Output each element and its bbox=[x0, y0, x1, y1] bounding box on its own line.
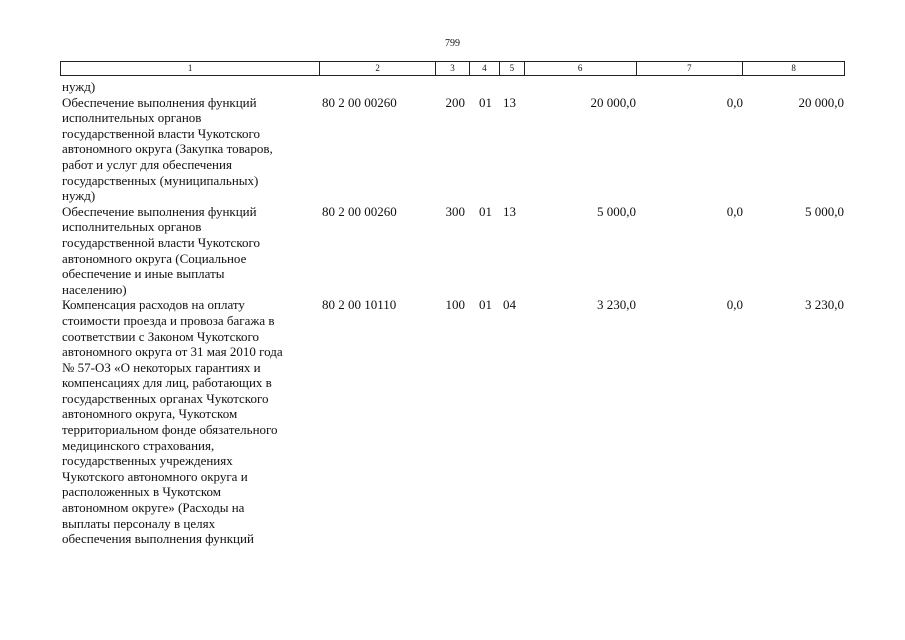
description-line: обеспечения выполнения функций bbox=[62, 531, 254, 547]
description-line: работ и услуг для обеспечения bbox=[62, 156, 232, 172]
table-row bbox=[60, 95, 845, 204]
amount-cell: 3 230,0 bbox=[597, 297, 636, 313]
description-line: исполнительных органов bbox=[62, 219, 202, 235]
description-cell bbox=[60, 297, 320, 547]
description-line: автономного округа от 31 мая 2010 года bbox=[62, 344, 283, 360]
table-body bbox=[60, 79, 845, 547]
header-col-2: 2 bbox=[320, 62, 436, 75]
header-col-5: 5 bbox=[500, 62, 525, 75]
description-line: государственных (муниципальных) bbox=[62, 172, 259, 188]
total-cell: 20 000,0 bbox=[798, 94, 844, 110]
description-line: стоимости проезда и провоза багажа в bbox=[62, 312, 275, 328]
description-line: государственных органах Чукотского bbox=[62, 390, 269, 406]
change-cell: 0,0 bbox=[726, 203, 743, 219]
description-line: государственной власти Чукотского bbox=[62, 125, 260, 141]
header-col-8: 8 bbox=[791, 63, 796, 73]
description-line: медицинского страхования, bbox=[62, 437, 215, 453]
description-line: государственной власти Чукотского bbox=[62, 234, 260, 250]
vr-cell: 300 bbox=[445, 203, 465, 219]
description-line: автономном округе» (Расходы на bbox=[62, 500, 245, 516]
total-cell: 5 000,0 bbox=[805, 203, 844, 219]
csr-cell: 80 2 00 10110 bbox=[322, 297, 397, 313]
page-number: 799 bbox=[445, 38, 460, 49]
header-col-7: 7 bbox=[637, 62, 744, 75]
description-line: расположенных в Чукотском bbox=[62, 484, 222, 500]
description-line: обеспечение и иные выплаты bbox=[62, 266, 225, 282]
description-line: Обеспечение выполнения функций bbox=[62, 94, 257, 110]
description-line: соответствии с Законом Чукотского bbox=[62, 328, 260, 344]
header-col-1: 1 bbox=[61, 62, 320, 75]
description-line: исполнительных органов bbox=[62, 110, 202, 126]
description-line: Чукотского автономного округа и bbox=[62, 468, 248, 484]
description-line: населению) bbox=[62, 281, 127, 297]
header-col-3: 3 bbox=[436, 62, 470, 75]
pr-cell: 04 bbox=[503, 297, 516, 313]
description-line: № 57-ОЗ «О некоторых гарантиях и bbox=[62, 359, 261, 375]
table-row bbox=[60, 297, 845, 547]
description-line: автономного округа (Закупка товаров, bbox=[62, 141, 273, 157]
rz-cell: 01 bbox=[479, 297, 492, 313]
vr-cell: 100 bbox=[445, 297, 465, 313]
change-cell: 0,0 bbox=[726, 297, 743, 313]
csr-cell: 80 2 00 00260 bbox=[322, 94, 397, 110]
total-cell: 3 230,0 bbox=[805, 297, 844, 313]
rz-cell: 01 bbox=[479, 203, 492, 219]
pr-cell: 13 bbox=[503, 203, 516, 219]
description-cell bbox=[60, 95, 320, 204]
description-line: Компенсация расходов на оплату bbox=[62, 297, 245, 313]
description-line: автономного округа (Социальное bbox=[62, 250, 247, 266]
header-col-6: 6 bbox=[525, 62, 637, 75]
change-cell: 0,0 bbox=[726, 94, 743, 110]
header-col-4: 4 bbox=[470, 62, 500, 75]
table-row bbox=[60, 204, 845, 298]
vr-cell: 200 bbox=[445, 94, 465, 110]
description-line: компенсациях для лиц, работающих в bbox=[62, 375, 272, 391]
description-line: выплаты персоналу в целях bbox=[62, 515, 216, 531]
pr-cell: 13 bbox=[503, 94, 516, 110]
description-line: нужд) bbox=[62, 188, 96, 204]
table-header bbox=[60, 61, 845, 76]
description-cell bbox=[60, 204, 320, 298]
rz-cell: 01 bbox=[479, 94, 492, 110]
description-line: Обеспечение выполнения функций bbox=[62, 203, 257, 219]
amount-cell: 20 000,0 bbox=[590, 94, 636, 110]
continuation-text: нужд) bbox=[62, 79, 96, 94]
description-line: территориальном фонде обязательного bbox=[62, 422, 278, 438]
description-line: государственных учреждениях bbox=[62, 453, 233, 469]
amount-cell: 5 000,0 bbox=[597, 203, 636, 219]
csr-cell: 80 2 00 00260 bbox=[322, 203, 397, 219]
rows-container bbox=[60, 95, 845, 547]
description-line: автономного округа, Чукотском bbox=[62, 406, 238, 422]
